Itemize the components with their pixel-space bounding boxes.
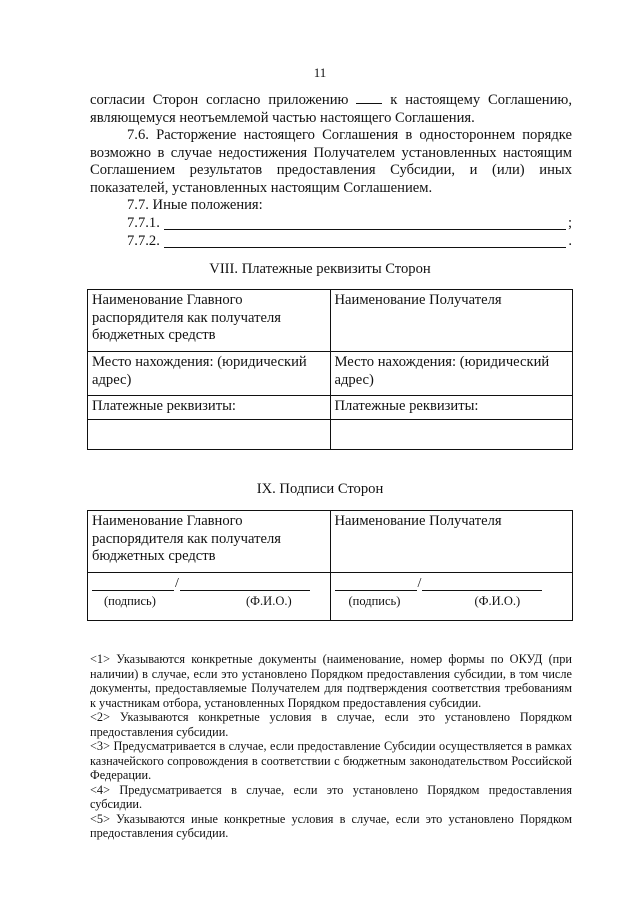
signature-caption: (подпись)	[348, 594, 401, 608]
annex-number-blank	[356, 90, 382, 104]
grantor-payment-details-cell: Платежные реквизиты:	[88, 396, 331, 420]
section-8-title: VIII. Платежные реквизиты Сторон	[209, 261, 431, 277]
slash-separator: /	[417, 576, 422, 591]
footnote-2: <2> Указываются конкретные условия в случае, если это установлено Порядком предоставления субсидии.	[90, 710, 572, 739]
table-row	[88, 420, 573, 450]
fio-caption: (Ф.И.О.)	[246, 594, 292, 608]
grantor-signature-line	[92, 575, 326, 591]
grantor-signature-cell	[88, 573, 331, 621]
agreement-body	[90, 90, 572, 251]
grantor-name-cell: Наименование Главного распорядителя как получателя бюджетных средств	[88, 290, 331, 352]
recipient-payment-details-value-cell	[330, 420, 573, 450]
table-row	[88, 573, 573, 621]
grantor-name-cell: Наименование Главного распорядителя как получателя бюджетных средств	[88, 511, 331, 573]
item-7-7-2	[90, 233, 572, 251]
page-number: 11	[313, 65, 327, 80]
fio-blank	[180, 575, 310, 591]
signature-caption: (подпись)	[104, 594, 156, 608]
recipient-name-cell: Наименование Получателя	[330, 290, 573, 352]
recipient-name-cell: Наименование Получателя	[330, 511, 573, 573]
item-7-7-1	[90, 215, 572, 233]
table-row	[88, 352, 573, 396]
item-7-7-2-end: .	[568, 233, 572, 249]
paragraph-7-7: 7.7. Иные положения:	[127, 197, 263, 213]
paragraph-annex-reference	[90, 90, 572, 127]
footnotes	[90, 652, 572, 841]
item-7-7-1-end: ;	[567, 215, 572, 231]
signature-blank	[335, 575, 417, 591]
paragraph-7-6: 7.6. Расторжение настоящего Соглашения в одностороннем порядке возможно в случае недостижения Получателем установленных настоящим Соглашением результатов предоставления Субсидии, и (или) иных показателей, установленных настоящим Соглашением.	[90, 127, 572, 196]
item-7-7-2-blank-line	[164, 233, 567, 248]
fio-caption: (Ф.И.О.)	[474, 594, 521, 608]
footnote-5: <5> Указываются иные конкретные условия в случае, если это установлено Порядком предоставления субсидии.	[90, 811, 572, 840]
payment-details-table	[87, 289, 573, 450]
signature-blank	[92, 575, 174, 591]
footnote-4: <4> Предусматривается в случае, если это установлено Порядком предоставления субсидии.	[90, 782, 572, 811]
table-row	[88, 511, 573, 573]
fio-blank	[422, 575, 542, 591]
item-7-7-2-label: 7.7.2.	[127, 233, 160, 249]
item-7-7-1-label: 7.7.1.	[127, 215, 160, 231]
slash-separator: /	[175, 576, 179, 591]
table-row	[88, 290, 573, 352]
table-row	[88, 396, 573, 420]
item-7-7-1-blank-line	[164, 215, 566, 230]
recipient-address-cell: Место нахождения: (юридический адрес)	[330, 352, 573, 396]
recipient-signature-line	[335, 575, 569, 591]
signatures-table	[87, 510, 573, 621]
grantor-payment-details-value-cell	[88, 420, 331, 450]
paragraph-annex-text-b: к настоящему Соглашению, являющемуся неотъемлемой частью настоящего Соглашения.	[90, 92, 572, 126]
footnote-1: <1> Указываются конкретные документы (наименование, номер формы по ОКУД (при наличии) в случае, если это установлено Порядком предоставления субсидии, в том числе документы, предоставляемые Получателем для подтверждения соответствия требованиям к участникам отбора, установленных Порядком предоставления субсидии.	[90, 652, 572, 710]
paragraph-annex-text-a: согласии Сторон согласно приложению	[90, 92, 349, 108]
grantor-signature-captions	[92, 593, 326, 611]
footnote-3: <3> Предусматривается в случае, если предоставление Субсидии осуществляется в рамках казначейского сопровождения в соответствии с бюджетным законодательством Российской Федерации.	[90, 739, 572, 782]
grantor-address-cell: Место нахождения: (юридический адрес)	[88, 352, 331, 396]
recipient-signature-captions	[335, 593, 569, 611]
section-9-title: IX. Подписи Сторон	[256, 481, 384, 497]
recipient-signature-cell	[330, 573, 573, 621]
recipient-payment-details-cell: Платежные реквизиты:	[330, 396, 573, 420]
